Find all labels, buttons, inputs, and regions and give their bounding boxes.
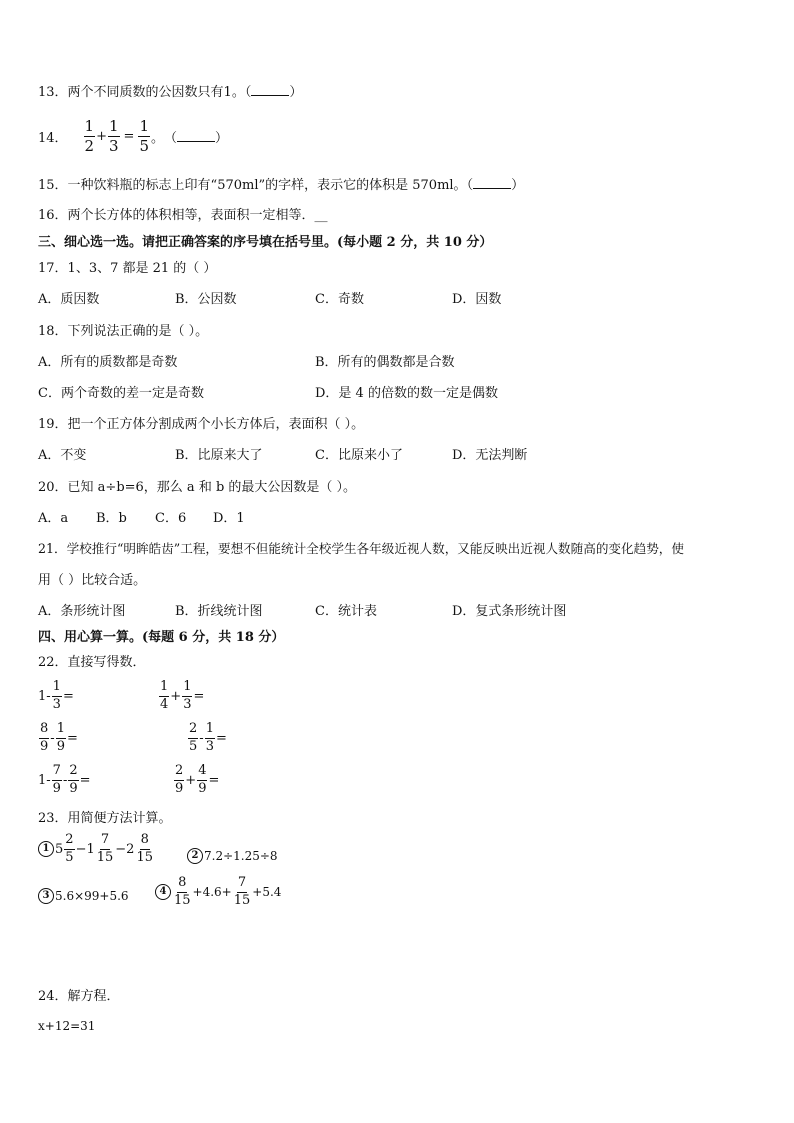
answer-blank[interactable] — [251, 85, 289, 96]
expression-22-2: $\frac{1}{4}$ + $\frac{1}{3}$ = — [160, 679, 205, 712]
option-b[interactable]: B．b — [96, 511, 127, 526]
option-d[interactable]: D．无法判断 — [452, 448, 528, 463]
option-b[interactable]: B．公因数 — [175, 292, 237, 307]
option-d[interactable]: D．是 4 的倍数的数一定是偶数 — [315, 386, 498, 401]
option-c[interactable]: C．比原来小了 — [315, 448, 403, 463]
option-a[interactable]: A．条形统计图 — [38, 604, 126, 619]
fraction: $\frac{2}{9}$ — [175, 763, 184, 796]
fraction: $\frac{7}{15}$ — [96, 832, 114, 865]
option-d[interactable]: D．因数 — [452, 292, 502, 307]
question-17-stem: 17．1、3、7 都是 21 的（ ） — [38, 261, 217, 276]
option-a[interactable]: A．所有的质数都是奇数 — [38, 355, 178, 370]
fraction: $\frac{1}{3}$ — [183, 679, 192, 712]
option-c[interactable]: C．两个奇数的差一定是奇数 — [38, 386, 204, 401]
answer-blank[interactable] — [177, 131, 215, 142]
question-24-stem: 24．解方程． — [38, 989, 120, 1004]
problem-23-4: 4 $\frac{8}{15}$ +4.6+ $\frac{7}{15}$ +5.4 — [155, 876, 281, 909]
expression-22-3: $\frac{8}{9}$ - $\frac{1}{9}$ = — [40, 721, 78, 754]
expression-22-1: 1- $\frac{1}{3}$ = — [38, 679, 74, 712]
option-a[interactable]: A．不变 — [38, 448, 87, 463]
option-b[interactable]: B．折线统计图 — [175, 604, 263, 619]
fraction: $\frac{4}{9}$ — [198, 763, 207, 796]
option-c[interactable]: C．6 — [155, 511, 187, 526]
question-21-stem-line2: 用（ ）比较合适。 — [38, 573, 147, 588]
question-16: 16．两个长方体的体积相等，表面积一定相等．__ — [38, 208, 328, 223]
equation-24-1: x+12=31 — [38, 1019, 96, 1033]
circled-number: 3 — [38, 888, 54, 904]
fraction: $\frac{1}{3}$ — [109, 117, 119, 156]
option-c[interactable]: C．奇数 — [315, 292, 364, 307]
question-18-stem: 18．下列说法正确的是（ ）。 — [38, 324, 209, 339]
option-b[interactable]: B．所有的偶数都是合数 — [315, 355, 455, 370]
fraction: $\frac{8}{15}$ — [174, 875, 191, 908]
option-b[interactable]: B．比原来大了 — [175, 448, 263, 463]
problem-23-3: 3 5.6×99+5.6 — [38, 888, 129, 904]
option-a[interactable]: A．a — [38, 511, 69, 526]
fraction: $\frac{8}{9}$ — [40, 721, 49, 754]
fraction: $\frac{1}{3}$ — [205, 721, 214, 754]
fraction: $\frac{2}{5}$ — [65, 832, 74, 865]
question-22-stem: 22．直接写得数． — [38, 655, 146, 670]
expression-22-5: 1- $\frac{7}{9}$ - $\frac{2}{9}$ = — [38, 763, 91, 796]
option-a[interactable]: A．质因数 — [38, 292, 100, 307]
problem-23-2: 2 7.2÷1.25÷8 — [187, 848, 278, 864]
circled-number: 2 — [187, 848, 203, 864]
expression-22-6: $\frac{2}{9}$ + $\frac{4}{9}$ = — [175, 763, 220, 796]
question-23-stem: 23．用简便方法计算。 — [38, 811, 172, 826]
problem-23-1: 1 5 $\frac{2}{5}$ −1 $\frac{7}{15}$ −2 $\frac{8}{15}$ — [38, 833, 155, 866]
question-19-stem: 19．把一个正方体分割成两个小长方体后，表面积（ ）。 — [38, 417, 365, 432]
circled-number: 1 — [38, 841, 54, 857]
fraction: $\frac{7}{15}$ — [233, 875, 251, 908]
answer-blank[interactable] — [473, 178, 511, 189]
fraction: $\frac{2}{9}$ — [69, 763, 78, 796]
question-21-stem-line1: 21．学校推行“明眸皓齿”工程，要想不但能统计全校学生各年级近视人数，又能反映出近视人数随高的变化趋势，使 — [38, 541, 684, 556]
question-20-stem: 20．已知 a÷b=6，那么 a 和 b 的最大公因数是（ ）。 — [38, 480, 357, 495]
question-13: 13．两个不同质数的公因数只有1。（ ） — [38, 85, 303, 100]
option-c[interactable]: C．统计表 — [315, 604, 377, 619]
fraction: $\frac{1}{9}$ — [56, 721, 65, 754]
fraction: $\frac{1}{4}$ — [160, 679, 169, 712]
option-d[interactable]: D．复式条形统计图 — [452, 604, 567, 619]
section-3-title: 三、细心选一选。请把正确答案的序号填在括号里。(每小题 2 分，共 10 分） — [38, 235, 493, 250]
section-4-title: 四、用心算一算。(每题 6 分，共 18 分） — [38, 630, 285, 645]
circled-number: 4 — [155, 884, 171, 900]
question-14: 14． $\frac{1}{2}$ + $\frac{1}{3}$ = $\frac{1}{5}$ 。 （ ） — [38, 117, 229, 156]
fraction: $\frac{1}{5}$ — [139, 117, 149, 156]
question-15: 15．一种饮料瓶的标志上印有“570ml”的字样，表示它的体积是 570ml。（ ） — [38, 178, 525, 193]
fraction: $\frac{2}{5}$ — [189, 721, 198, 754]
fraction: $\frac{7}{9}$ — [52, 763, 61, 796]
expression-22-4: $\frac{2}{5}$ - $\frac{1}{3}$ = — [189, 721, 227, 754]
fraction: $\frac{1}{2}$ — [84, 117, 95, 156]
fraction: $\frac{1}{3}$ — [52, 679, 61, 712]
option-d[interactable]: D．1 — [213, 511, 245, 526]
fraction: $\frac{8}{15}$ — [136, 832, 153, 865]
